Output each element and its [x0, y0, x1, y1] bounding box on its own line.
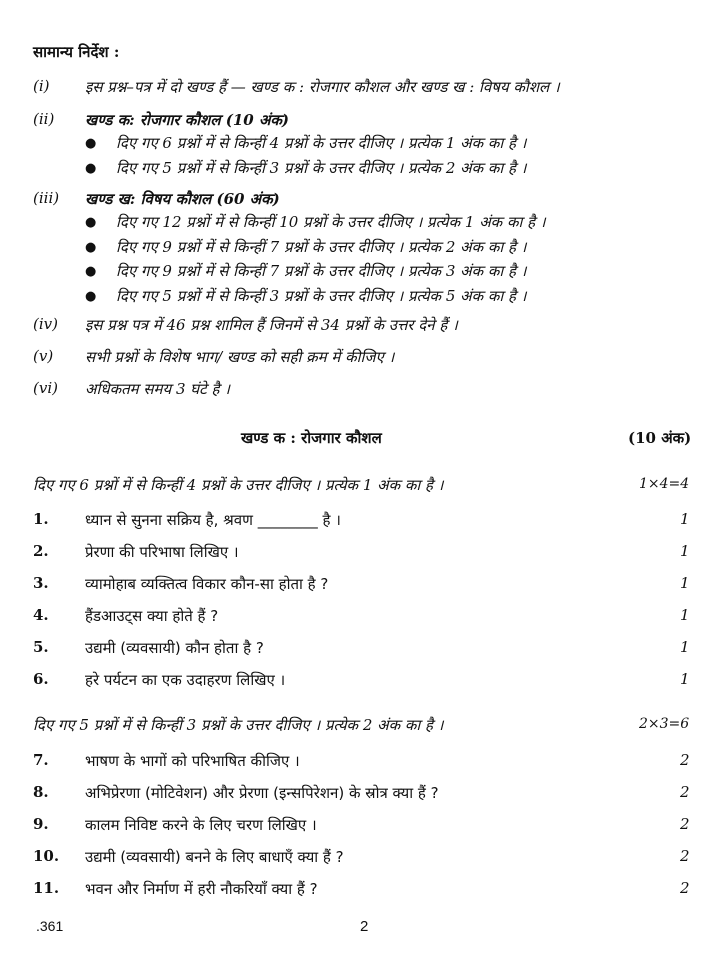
question-text: कालम निविष्ट करने के लिए चरण लिखिए । — [85, 816, 317, 834]
instruction-number: (iv) — [33, 315, 58, 333]
question-marks: 2 — [680, 847, 690, 865]
question-number: 7. — [33, 751, 49, 769]
instruction-number: (ii) — [33, 110, 55, 128]
question-marks: 1 — [680, 542, 690, 560]
instruction-bullet: दिए गए 5 प्रश्नों में से किन्हीं 3 प्रश्नों के उत्तर दीजिए । प्रत्येक 2 अंक का है । — [116, 159, 527, 177]
question-number: 9. — [33, 815, 49, 833]
instruction-bullet: दिए गए 9 प्रश्नों में से किन्हीं 7 प्रश्नों के उत्तर दीजिए । प्रत्येक 3 अंक का है । — [116, 262, 527, 280]
question-number: 11. — [33, 879, 60, 897]
question-text: अभिप्रेरणा (मोटिवेशन) और प्रेरणा (इन्सपिरेशन) के स्रोत्र क्या हैं ? — [85, 784, 439, 802]
question-number: 4. — [33, 606, 49, 624]
question-text: हरे पर्यटन का एक उदाहरण लिखिए । — [85, 671, 286, 689]
instruction-number: (vi) — [33, 379, 58, 397]
question-marks: 2 — [680, 783, 690, 801]
question-text: उद्यमी (व्यवसायी) बनने के लिए बाधाएँ क्या हैं ? — [85, 848, 344, 866]
instruction-subheading: खण्ड ख: विषय कौशल (60 अंक) — [85, 190, 280, 208]
group-instruction: दिए गए 6 प्रश्नों में से किन्हीं 4 प्रश्नों के उत्तर दीजिए । प्रत्येक 1 अंक का है । — [33, 476, 444, 494]
instruction-text: सभी प्रश्नों के विशेष भाग/ खण्ड को सही क्रम में कीजिए । — [85, 348, 395, 366]
general-instructions-title: सामान्य निर्देश : — [33, 43, 120, 61]
bullet-icon: ● — [85, 240, 97, 255]
question-text: व्यामोहाब व्यक्तित्व विकार कौन-सा होता है ? — [85, 575, 329, 593]
instruction-text: इस प्रश्न पत्र में 46 प्रश्न शामिल हैं जिनमें से 34 प्रश्नों के उत्तर देने हैं । — [85, 316, 458, 334]
instruction-number: (i) — [33, 77, 50, 95]
question-number: 1. — [33, 510, 49, 528]
question-number: 6. — [33, 670, 49, 688]
question-text: भाषण के भागों को परिभाषित कीजिए । — [85, 752, 300, 770]
bullet-icon: ● — [85, 264, 97, 279]
question-number: 8. — [33, 783, 49, 801]
page-number: 2 — [360, 918, 369, 935]
instruction-number: (iii) — [33, 189, 60, 207]
question-marks: 1 — [680, 606, 690, 624]
bullet-icon: ● — [85, 161, 97, 176]
bullet-icon: ● — [85, 289, 97, 304]
question-number: 5. — [33, 638, 49, 656]
group-marks: 1×4=4 — [639, 476, 690, 492]
group-marks: 2×3=6 — [639, 716, 690, 732]
instruction-bullet: दिए गए 6 प्रश्नों में से किन्हीं 4 प्रश्नों के उत्तर दीजिए । प्रत्येक 1 अंक का है । — [116, 134, 527, 152]
question-marks: 1 — [680, 574, 690, 592]
instruction-number: (v) — [33, 347, 54, 365]
question-number: 3. — [33, 574, 49, 592]
question-text: हैंडआउट्स क्या होते हैं ? — [85, 607, 219, 625]
question-number: 10. — [33, 847, 60, 865]
bullet-icon: ● — [85, 136, 97, 151]
instruction-bullet: दिए गए 12 प्रश्नों में से किन्हीं 10 प्रश्नों के उत्तर दीजिए । प्रत्येक 1 अंक का है । — [116, 213, 546, 231]
question-marks: 2 — [680, 815, 690, 833]
question-text: प्रेरणा की परिभाषा लिखिए । — [85, 543, 239, 561]
instruction-text: अधिकतम समय 3 घंटे है । — [85, 380, 230, 398]
question-text: ध्यान से सुनना सक्रिय है, श्रवण ________ है । — [85, 511, 341, 529]
instruction-bullet: दिए गए 5 प्रश्नों में से किन्हीं 3 प्रश्नों के उत्तर दीजिए । प्रत्येक 5 अंक का है । — [116, 287, 527, 305]
question-marks: 1 — [680, 638, 690, 656]
section-marks: (10 अंक) — [628, 429, 692, 447]
paper-code: .361 — [36, 918, 64, 934]
section-heading: खण्ड क : रोजगार कौशल — [241, 429, 382, 447]
question-marks: 2 — [680, 751, 690, 769]
question-marks: 1 — [680, 670, 690, 688]
group-instruction: दिए गए 5 प्रश्नों में से किन्हीं 3 प्रश्नों के उत्तर दीजिए । प्रत्येक 2 अंक का है । — [33, 716, 444, 734]
question-text: भवन और निर्माण में हरी नौकरियाँ क्या हैं ? — [85, 880, 318, 898]
instruction-text: इस प्रश्न–पत्र में दो खण्ड हैं — खण्ड क : रोजगार कौशल और खण्ड ख : विषय कौशल । — [85, 78, 560, 96]
question-text: उद्यमी (व्यवसायी) कौन होता है ? — [85, 639, 264, 657]
instruction-subheading: खण्ड क: रोजगार कौशल (10 अंक) — [85, 111, 290, 129]
question-marks: 2 — [680, 879, 690, 897]
bullet-icon: ● — [85, 215, 97, 230]
instruction-bullet: दिए गए 9 प्रश्नों में से किन्हीं 7 प्रश्नों के उत्तर दीजिए । प्रत्येक 2 अंक का है । — [116, 238, 527, 256]
question-number: 2. — [33, 542, 49, 560]
question-marks: 1 — [680, 510, 690, 528]
